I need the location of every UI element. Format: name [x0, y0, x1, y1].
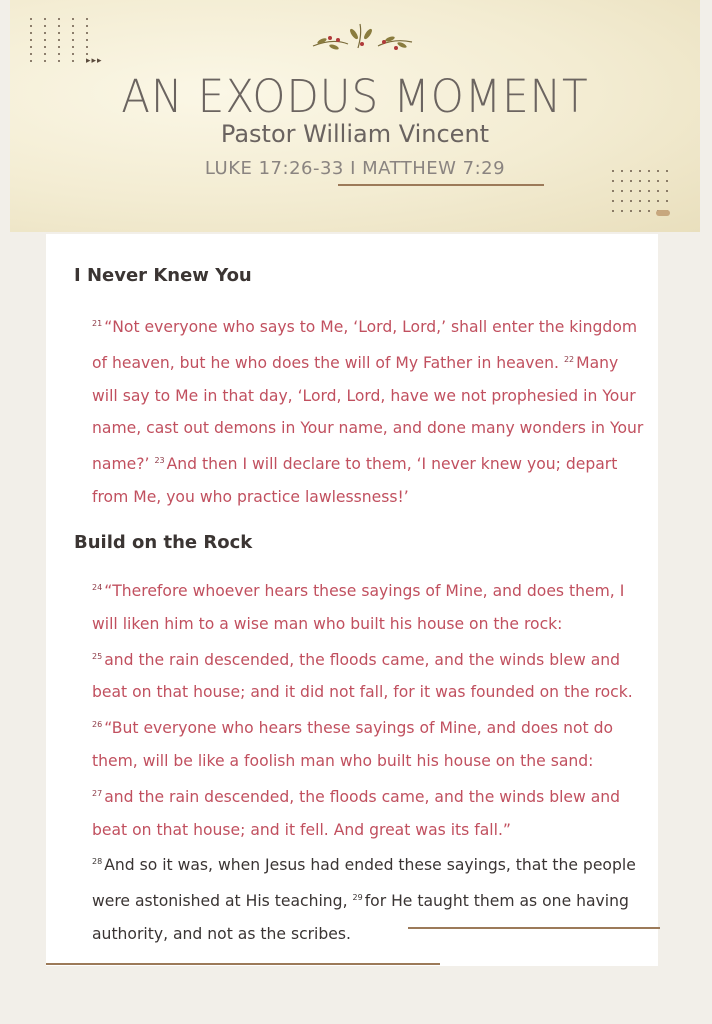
sermon-banner [10, 0, 700, 232]
sermon-title: AN EXODUS MOMENT [121, 70, 589, 123]
passage-section-2 [74, 572, 644, 951]
dot-pattern-decoration [30, 18, 88, 62]
dot-pattern-decoration [612, 170, 668, 212]
section-heading: I Never Knew You [74, 265, 252, 286]
verse-number: 24 [92, 583, 103, 592]
verse-number: 22 [563, 354, 575, 364]
reference-underline [338, 184, 544, 186]
verse-text: “Therefore whoever hears these sayings of Mine, and does them, I will liken him to a wise man who built his house on the rock: [92, 582, 625, 633]
verse-text: “Not everyone who says to Me, ‘Lord, Lord,’ shall enter the kingdom of heaven, but he who does the will of My Father in heaven. [92, 318, 638, 372]
arrows-decoration: ▸▸▸ [86, 55, 103, 65]
verse-number: 27 [92, 788, 103, 798]
verse-number: 21 [92, 319, 103, 328]
scripture-references: LUKE 17:26-33 I MATTHEW 7:29 [204, 158, 506, 179]
verse-text: And then I will declare to them, ‘I never knew you; depart from Me, you who practice lawlessness!’ [92, 455, 618, 506]
verse-text: for He taught them as one having authority, and not as the scribes. [92, 892, 629, 943]
verse-number: 28 [92, 857, 103, 867]
verse-text: and the rain descended, the floods came, and the winds blew and beat on that house; and it fell. And great was its fall.” [92, 787, 621, 839]
verse-text: “But everyone who hears these sayings of Mine, and does not do them, will be like a foolish man who built his house on the sand: [92, 719, 614, 770]
highlight-underline [408, 927, 660, 929]
verse-number: 25 [92, 651, 103, 661]
verse-number: 26 [92, 720, 103, 730]
pastor-name: Pastor William Vincent [220, 120, 490, 148]
verse-number: 23 [154, 456, 165, 466]
verse-text: And so it was, when Jesus had ended these sayings, that the people were astonished at His teaching, [92, 856, 636, 911]
leaf-sprig-icon [308, 20, 418, 56]
verse-number: 29 [352, 893, 363, 903]
smudge-decoration [656, 210, 670, 216]
section-heading: Build on the Rock [74, 532, 253, 553]
highlight-underline [46, 963, 440, 965]
verse-text: Many will say to Me in that day, ‘Lord, Lord, have we not prophesied in Your name, cast out demons in Your name, and done many wonders in Your name?’ [92, 353, 644, 474]
verse-text: and the rain descended, the floods came, and the winds blew and beat on that house; and it did not fall, for it was founded on the rock. [92, 650, 633, 702]
passage-section-1 [74, 308, 644, 514]
